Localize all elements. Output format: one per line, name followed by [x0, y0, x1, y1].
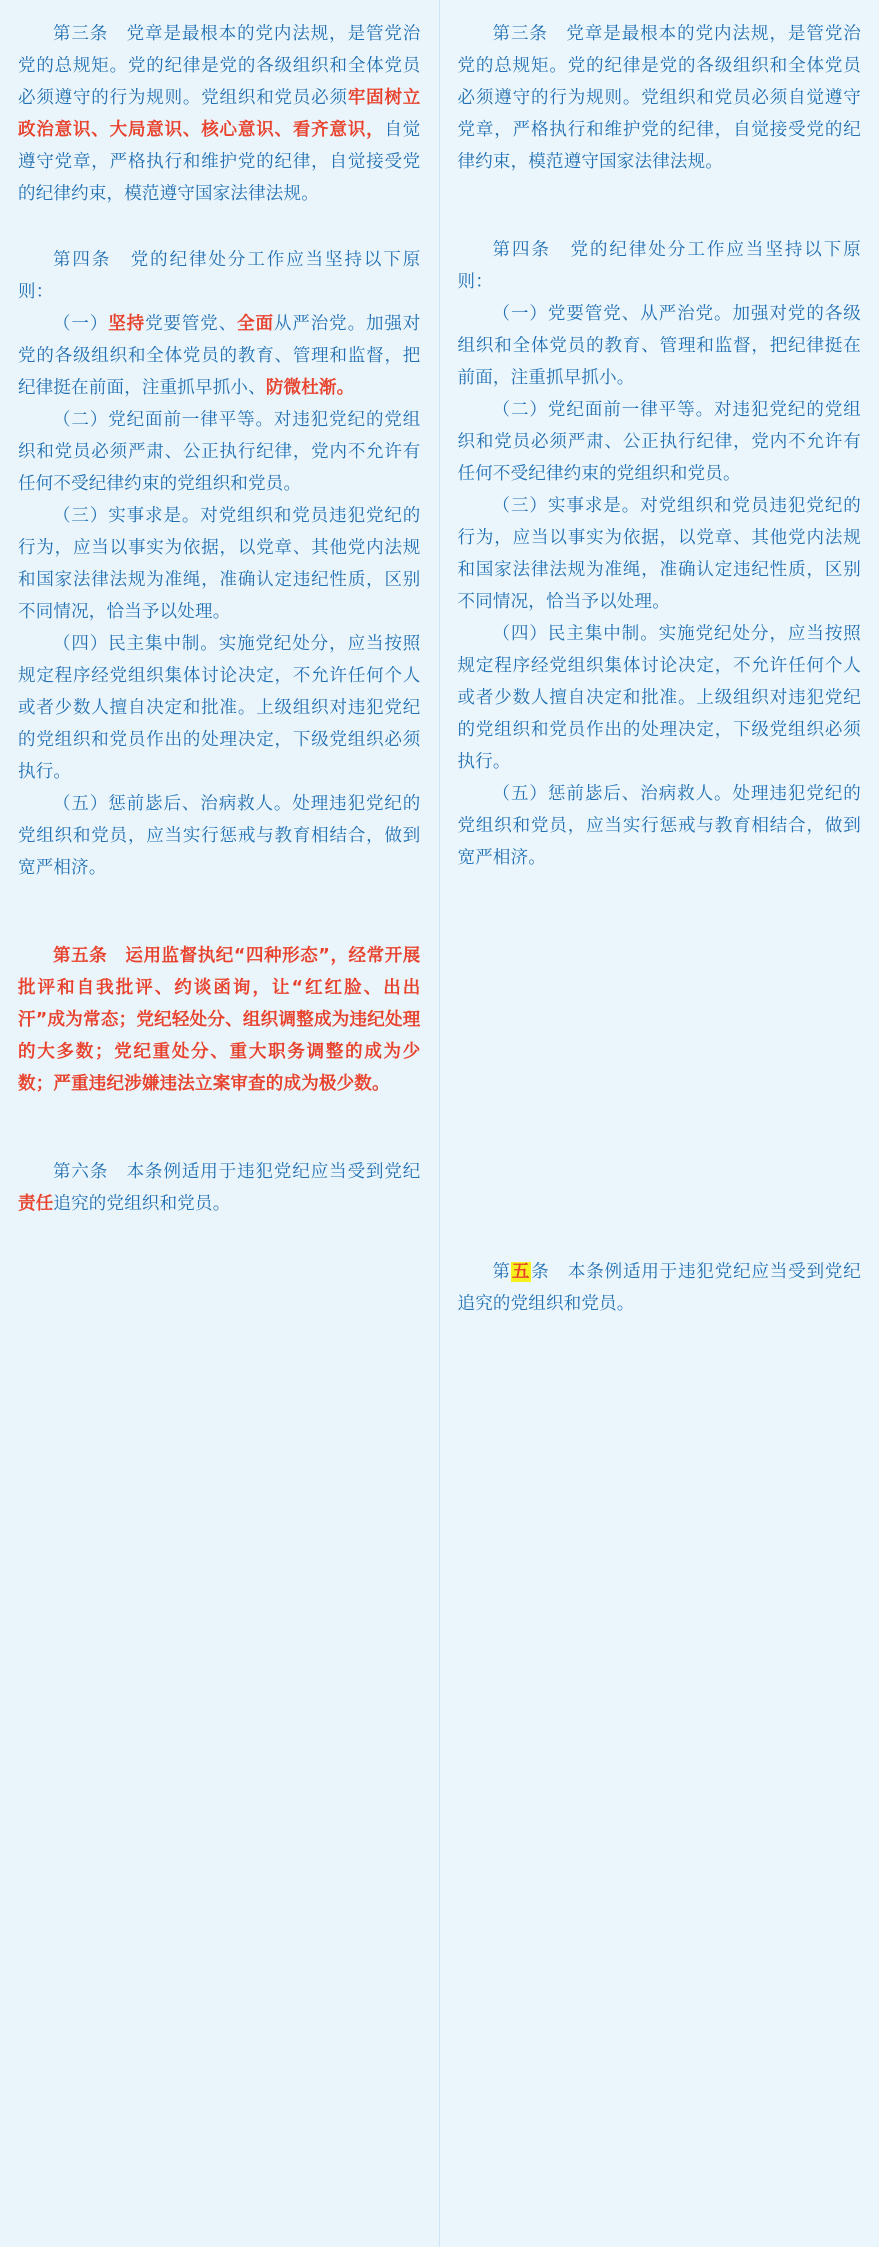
text-segment: 追究的党组织和党员。: [53, 1194, 231, 1214]
text-segment: （一）党要管党、从严治党。加强对党的各级组织和全体党员的教育、管理和监督，把纪律挺在前面，注重抓早抓小。: [457, 304, 861, 388]
paragraph-right-article-4-item-1: [458, 298, 862, 394]
spacer: [458, 178, 862, 212]
spacer: [18, 884, 421, 918]
left-column-content: [0, 0, 439, 1220]
spacer-gap: [458, 874, 862, 1256]
text-segment: （四）民主集中制。实施党纪处分，应当按照规定程序经党组织集体讨论决定，不允许任何个人或者少数人擅自决定和批准。上级组织对违犯党纪的党组织和党员作出的处理决定，下级党组织必须执行。: [457, 624, 861, 772]
text-segment: 第: [492, 1262, 511, 1282]
text-segment: 第四条 党的纪律处分工作应当坚持以下原则：: [18, 250, 421, 302]
spacer: [18, 210, 421, 244]
paragraph-left-article-5: [18, 940, 421, 1100]
text-segment: 第四条 党的纪律处分工作应当坚持以下原则：: [457, 240, 861, 292]
paragraph-right-article-4-item-3: [458, 490, 862, 618]
paragraph-right-article-5: [458, 1256, 862, 1320]
text-segment: （五）惩前毖后、治病救人。处理违犯党纪的党组织和党员，应当实行惩戒与教育相结合，做到宽严相济。: [18, 794, 421, 878]
paragraph-left-article-4-item-4: [18, 628, 421, 788]
text-segment: 第六条 本条例适用于违犯党纪应当受到党纪: [53, 1162, 421, 1182]
paragraph-right-article-4-item-5: [458, 778, 862, 874]
text-segment-emphasis: 第五条 运用监督执纪“四种形态”，经常开展批评和自我批评、约谈函询，让“红红脸、出出汗”成为常态；党纪轻处分、组织调整成为违纪处理的大多数；党纪重处分、重大职务调整的成为少数；严重违纪涉嫌违法立案审查的成为极少数。: [18, 946, 421, 1094]
spacer: [18, 0, 421, 18]
paragraph-right-article-4-lead: [458, 234, 862, 298]
text-segment: （二）党纪面前一律平等。对违犯党纪的党组织和党员必须严肃、公正执行纪律，党内不允许有任何不受纪律约束的党组织和党员。: [18, 410, 421, 494]
text-segment: （四）民主集中制。实施党纪处分，应当按照规定程序经党组织集体讨论决定，不允许任何个人或者少数人擅自决定和批准。上级组织对违犯党纪的党组织和党员作出的处理决定，下级党组织必须执行。: [18, 634, 421, 782]
text-segment: （五）惩前毖后、治病救人。处理违犯党纪的党组织和党员，应当实行惩戒与教育相结合，做到宽严相济。: [457, 784, 861, 868]
spacer: [18, 918, 421, 940]
text-segment: 从严治党。加强对党的各级组织和全体党员的教育、管理和监督，把纪律挺在前面，注重抓早抓小、: [18, 314, 421, 398]
paragraph-left-article-4-item-1: [18, 308, 421, 404]
paragraph-left-article-3: [18, 18, 421, 210]
text-segment: 第三条 党章是最根本的党内法规，是管党治党的总规矩。党的纪律是党的各级组织和全体党员必须遵守的行为规则。党组织和党员必须自觉遵守党章，严格执行和维护党的纪律，自觉接受党的纪律约束，模范遵守国家法律法规。: [457, 24, 861, 172]
text-segment: 第三条 党章是最根本的党内法规，是管党治党的总规矩。党的纪律是党的各级组织和全体党员必须遵守的行为规则。党组织和党员必须: [18, 24, 421, 108]
paragraph-right-article-3: [458, 18, 862, 178]
paragraph-left-article-4-lead: [18, 244, 421, 308]
right-column: [440, 0, 879, 2247]
spacer: [458, 0, 862, 18]
text-segment: （一）: [53, 314, 109, 334]
paragraph-right-article-4-item-4: [458, 618, 862, 778]
text-segment: （三）实事求是。对党组织和党员违犯党纪的行为，应当以事实为依据，以党章、其他党内法规和国家法律法规为准绳，准确认定违纪性质，区别不同情况，恰当予以处理。: [18, 506, 421, 622]
text-segment-emphasis: 坚持: [108, 314, 146, 334]
text-segment: （二）党纪面前一律平等。对违犯党纪的党组织和党员必须严肃、公正执行纪律，党内不允许有任何不受纪律约束的党组织和党员。: [457, 400, 861, 484]
text-segment: 条 本条例适用于违犯党纪应当受到党纪追究的党组织和党员。: [457, 1262, 861, 1314]
paragraph-left-article-6: [18, 1156, 421, 1220]
spacer: [18, 1100, 421, 1134]
text-segment: （三）实事求是。对党组织和党员违犯党纪的行为，应当以事实为依据，以党章、其他党内法规和国家法律法规为准绳，准确认定违纪性质，区别不同情况，恰当予以处理。: [457, 496, 861, 612]
spacer: [18, 1134, 421, 1156]
text-segment: 自觉遵守党章，严格执行和维护党的纪律，自觉接受党的纪律约束，模范遵守国家法律法规。: [18, 120, 421, 204]
text-segment-emphasis: 防微杜渐: [265, 378, 337, 398]
paragraph-right-article-4-item-2: [458, 394, 862, 490]
text-segment-emphasis: 全面: [237, 314, 274, 334]
text-segment-highlighted: 五: [511, 1262, 531, 1282]
paragraph-left-article-4-item-3: [18, 500, 421, 628]
paragraph-left-article-4-item-5: [18, 788, 421, 884]
spacer: [458, 212, 862, 234]
text-segment: 党要管党、: [145, 314, 238, 334]
right-column-content: [440, 0, 879, 1320]
text-segment-emphasis: 牢固树立政治意识、大局意识、核心意识、看齐意识，: [18, 88, 421, 140]
text-segment-emphasis: 责任: [18, 1194, 54, 1214]
text-segment-emphasis: 。: [336, 378, 355, 398]
paragraph-left-article-4-item-2: [18, 404, 421, 500]
